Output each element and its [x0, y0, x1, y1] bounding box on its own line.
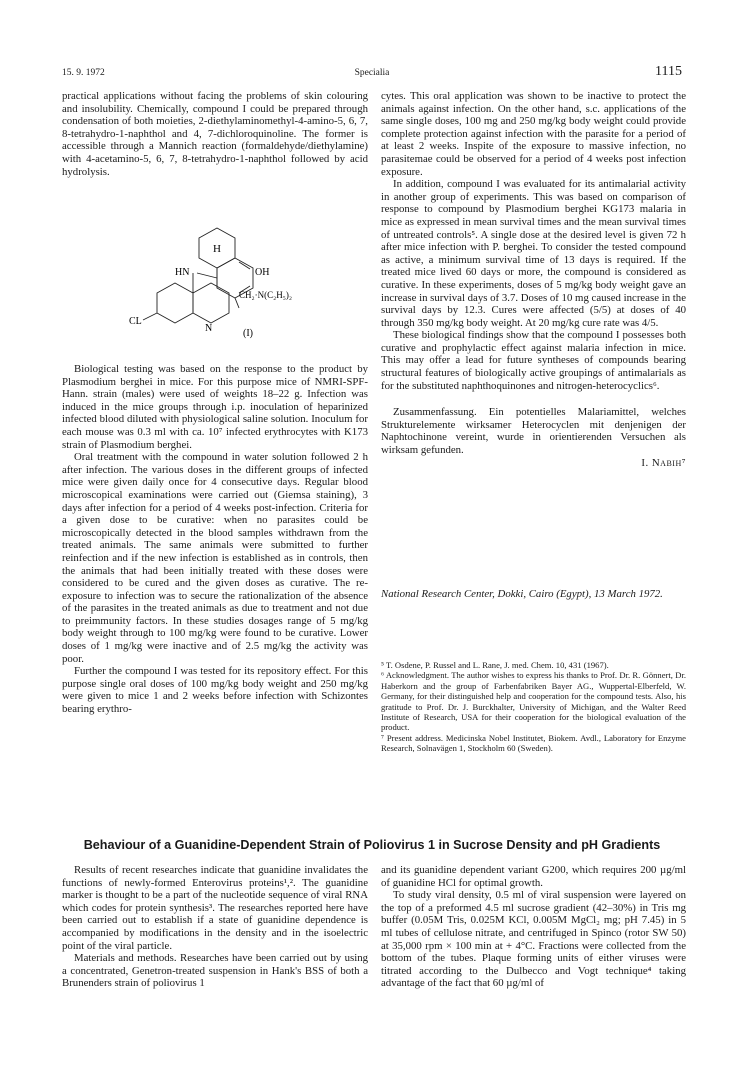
zusammenfassung: Zusammenfassung. Ein potentielles Malariamittel, welches Strukturelemente wirksamer Heterocyclen mit denjenigen der Naphtochinone vereint, wurde in orientierenden Versuchen als wirksam gefunden. — [381, 406, 686, 457]
paragraph: Results of recent researches indicate that guanidine invalidates the functions of newly-formed Enterovirus proteins¹,². The guanidine marker is thought to be a part of the nucleotide sequence of viral RNA which codes for protein synthesis³. The researches reported here have been carried out to establish if a state of guanidine dependence is accompanied by modifications in the density and in the isoelectric point of the viral particle. — [62, 864, 368, 952]
footnote: ⁶ Acknowledgment. The author wishes to express his thanks to Prof. Dr. R. Gönnert, Dr. Haberkorn and the group of Farbenfabriken Bayer AG., Wuppertal-Elberfeld, W. Germany, for their distinguished help and cooperation for the compound tests. Also, his gratitude to Prof. Dr. J. Burckhalter, University of Michigan, and the Walter Reed Institute of Research, USA for their cooperation for the biological evaluation of the product. — [381, 670, 686, 733]
formula-ch2: CH₂·N(C₂H₅)₂ — [239, 290, 293, 300]
formula-h: H — [213, 243, 221, 255]
journal-name: Specialia — [354, 68, 390, 78]
paragraph: cytes. This oral application was shown to be inactive to protect the animals against infection. On the other hand, s.c. applications of the same single doses, 100 mg and 250 mg/kg body weight could provide complete protection against infection with the parasite for a period of at least 2 weeks. Inspite of the exposure to massive infection, no parasitemae could be observed for a period of 4 weeks post infection exposure. — [381, 90, 686, 178]
author-signature: I. Nabih⁷ — [641, 456, 686, 469]
article-title: Behaviour of a Guanidine-Dependent Strain of Poliovirus 1 in Sucrose Density and pH Gradients — [83, 838, 661, 852]
paragraph: To study viral density, 0.5 ml of viral suspension were layered on the top of a preformed 4.5 ml sucrose gradient (42–30%) in Tris mg buffer (0.05M Tris, 0.025M KCl, 0.005M MgCl₂ mg; pH 7.45) in 5 ml tubes of cellulose nitrate, and centrifuged in Spinco (rotor SW 50) at 35,000 rpm × 100 min at + 4°C. Fractions were collected from the bottom of the tubes. Plaque forming units of either viruses were titrated according to the Dulbecco and Vogt technique⁴ taking advantage of the fact that 60 µg/ml of — [381, 889, 686, 990]
chemical-structure — [129, 228, 335, 348]
footnote: ⁷ Present address. Medicinska Nobel Institutet, Biokem. Avdl., Laboratory for Enzyme Research, Solnavägen 1, Stockholm 60 (Sweden). — [381, 732, 686, 754]
left-column-top — [62, 90, 368, 178]
left-column-main — [62, 363, 368, 716]
formula-label: (I) — [243, 328, 253, 339]
institution: National Research Center, Dokki, Cairo (Egypt), 13 March 1972. — [381, 588, 663, 600]
footnote: ⁵ T. Osdene, P. Russel and L. Rane, J. med. Chem. 10, 431 (1967). — [381, 660, 609, 670]
article2-left-column — [62, 864, 368, 990]
paragraph: Materials and methods. Researches have been carried out by using a concentrated, Genetron-treated suspension in Hank's BSS of both a Brunenders strain of poliovirus 1 — [62, 952, 368, 990]
header-date: 15. 9. 1972 — [62, 68, 105, 78]
page-number: 1115 — [655, 64, 682, 79]
formula-cl: CL — [129, 316, 142, 327]
paragraph: and its guanidine dependent variant G200, which requires 200 µg/ml of guanidine HCl for optimal growth. — [381, 864, 686, 889]
formula-n: N — [205, 323, 213, 334]
paragraph: Biological testing was based on the response to the product by Plasmodium berghei in mice. For this purpose mice of NMRI-SPF-Hann. strain (males) were used of weights 18–22 g. Infection was induced in the mice groups through i.p. inoculation of heparinized infected blood diluted with physiological saline solution. Inoculum for each mouse was 0.3 ml with ca. 10⁷ infected erythrocytes with K173 strain of Plasmodium berghei. — [62, 363, 368, 451]
paragraph: Further the compound I was tested for its repository effect. For this purpose single oral doses of 100 mg/kg body weight and 250 mg/kg were given to mice 1 and 2 weeks before infection with Schizontes bearing erythro- — [62, 665, 368, 716]
article2-right-column — [381, 864, 686, 990]
paragraph: Oral treatment with the compound in water solution followed 2 h after infection. The various doses in the different groups of infected mice were given daily once for 4 consecutive days. Regular blood microscopical examinations were carried out (Giemsa staining), 3 days after infection for a period of 4 weeks post-infection. Criteria for a given dose to be curative: when no parasites could be microscopically detected in the blood samples withdrawn from the treated animals. The same animals were submitted to further reinfection and if the new infection is established as in controls, then the animals that had been initially treated with these doses were considered to be cured and the given doses as curative. The re-exposure to infection was to secure the rationalization of the absence of the parasites in the treated animals as due to treatment and not due to preimmunity factors. In these studies dosages range of 5 mg/kg body weight through to 100 mg/kg were found to be curative. Lower doses of 1 mg/kg were inactive and of 2.5 mg/kg the activity was poor. — [62, 451, 368, 665]
paragraph: In addition, compound I was evaluated for its antimalarial activity in another group of experiments. This was based on comparison of response to compound by Plasmodium berghei KG173 malaria in mice as expressed in mean survival times and the mean survival times of untreated controls⁵. A single dose at the desired level is given 72 h after mice infection with P. berghei. To consider the tested compound as active, a minimum survival time of 13 days is required. If the treated mice lived 60 days or more, the compound is considered as curative. In these experiments, doses of 5 mg/kg body weight gave an increase in survival days of 3.7. Doses of 10 mg caused increase in the survival days by 12.3. Cures were affected (5/5) at doses of 40 through 350 mg/kg body weight. At 20 mg/kg cure rate was 4/5. — [381, 178, 686, 329]
paragraph: These biological findings show that the compound I possesses both curative and prophylactic effect against malaria infection in mice. This may offer a lead for future syntheses of compounds bearing structural features of biologically active groupings of antimalarials as for the substituted naphthoquinones and nitrogen-heterocyclics⁶. — [381, 329, 686, 392]
footnotes — [381, 660, 686, 754]
paragraph: practical applications without facing the problems of skin colouring and insolubility. Chemically, compound I could be prepared through condensation of both moieties, 2-diethylaminomethyl-4-amino-5, 6, 7, 8-tetrahydro-1-naphthol and 4, 7-dichloroquinoline. The former is accessible through a Mannich reaction (formaldehyde/diethylamine) with 4-acetamino-5, 6, 7, 8-tetrahydro-1-naphthol followed by acid hydrolysis. — [62, 90, 368, 178]
formula-hn: HN — [175, 267, 190, 278]
right-column — [381, 90, 686, 469]
formula-oh: OH — [255, 267, 270, 278]
